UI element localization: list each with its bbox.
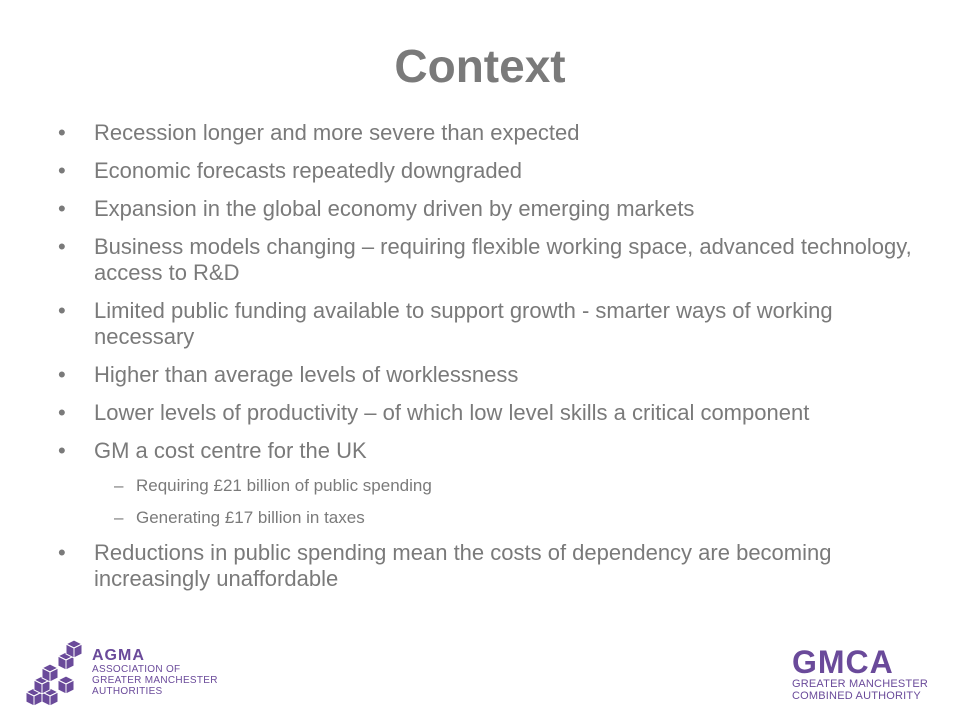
agma-name-line: ASSOCIATION OF [92, 664, 181, 675]
bullet-marker: • [58, 298, 66, 323]
bullet-item [58, 540, 918, 592]
bullet-marker: • [58, 438, 66, 463]
gmca-name-line: GREATER MANCHESTER [792, 678, 929, 690]
bullet-marker: • [58, 362, 66, 387]
bullet-text: Economic forecasts repeatedly downgraded [94, 158, 523, 183]
sub-bullet-item [58, 476, 918, 496]
bullet-item [58, 438, 918, 464]
bullet-marker: • [58, 540, 66, 565]
sub-bullet-text: Requiring £21 billion of public spending [136, 476, 432, 495]
gmca-name-line: COMBINED AUTHORITY [792, 690, 921, 702]
agma-short-name: AGMA [92, 647, 145, 664]
bullet-item [58, 158, 918, 184]
bullet-list [58, 120, 918, 604]
bullet-marker: • [58, 234, 66, 259]
bullet-text: Reductions in public spending mean the costs of dependency are becoming increasingly unaffordable [94, 540, 832, 591]
sub-bullet-marker: – [114, 508, 124, 527]
bullet-text: Lower levels of productivity – of which low level skills a critical component [94, 400, 810, 425]
bullet-marker: • [58, 196, 66, 221]
agma-cubes-icon [18, 640, 88, 710]
bullet-text: Higher than average levels of worklessness [94, 362, 519, 387]
bullet-text: Business models changing – requiring flexible working space, advanced technology, access to R&D [94, 234, 912, 285]
gmca-short-name: GMCA [792, 644, 894, 680]
gmca-logo [792, 646, 942, 708]
agma-logo [18, 640, 258, 710]
agma-wordmark [92, 648, 218, 697]
bullet-text: Limited public funding available to support growth - smarter ways of working necessary [94, 298, 833, 349]
bullet-marker: • [58, 158, 66, 183]
sub-bullet-item [58, 508, 918, 528]
bullet-item [58, 196, 918, 222]
sub-bullet-marker: – [114, 476, 124, 495]
bullet-text: Recession longer and more severe than expected [94, 120, 580, 145]
slide-title: Context [394, 40, 566, 92]
bullet-item [58, 120, 918, 146]
bullet-item [58, 400, 918, 426]
bullet-item [58, 234, 918, 286]
bullet-marker: • [58, 120, 66, 145]
bullet-marker: • [58, 400, 66, 425]
agma-name-line: GREATER MANCHESTER [92, 675, 218, 686]
bullet-text: Expansion in the global economy driven by emerging markets [94, 196, 695, 221]
sub-bullet-text: Generating £17 billion in taxes [136, 508, 365, 527]
bullet-item [58, 298, 918, 350]
agma-name-line: AUTHORITIES [92, 686, 163, 697]
bullet-item [58, 362, 918, 388]
bullet-text: GM a cost centre for the UK [94, 438, 367, 463]
